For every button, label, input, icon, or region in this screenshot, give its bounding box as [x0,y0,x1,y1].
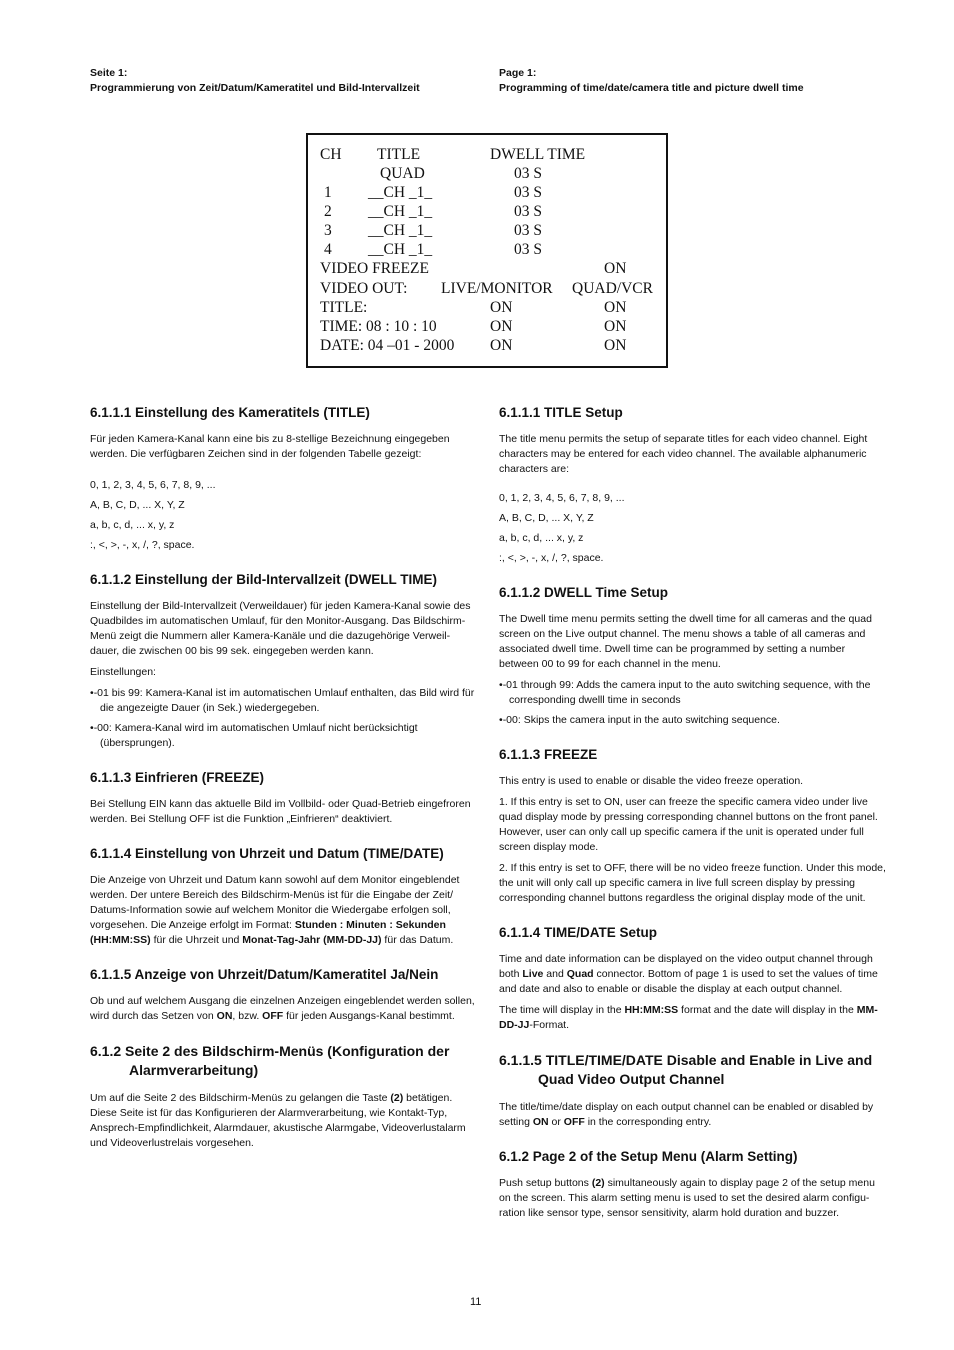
page-number: 11 [470,1296,482,1308]
character-line: A, B, C, D, ... X, Y, Z [90,499,185,511]
bold-text: HH:MM:SS [624,1004,679,1016]
character-line: a, b, c, d, ... x, y, z [499,532,584,544]
menu-row-title: __CH _1_ [368,184,433,201]
character-line: 0, 1, 2, 3, 4, 5, 6, 7, 8, 9, ... [499,492,625,504]
bold-text: ON [532,1116,549,1128]
heading: 6.1.1.2 DWELL Time Setup [499,585,669,600]
menu-row-ch: 1 [324,184,332,201]
english-column [499,404,887,1239]
text: Um auf die Seite 2 des Bildschirm-Menüs zu gelangen die Taste [90,1092,391,1104]
text: The time will display in the [499,1004,625,1016]
heading: 6.1.1.3 FREEZE [499,747,598,762]
bullet-list [90,686,478,751]
menu-title-quad: ON [604,299,627,316]
menu-row-time: 03 S [514,222,542,239]
menu-row-title: __CH _1_ [368,241,433,258]
bold-text: (2) [390,1092,404,1104]
heading: 6.1.1.2 Einstellung der Bild-Intervallzeit (DWELL TIME) [90,572,438,587]
section-en-freeze [499,746,887,906]
menu-row-ch: 4 [324,241,332,258]
list-item: • -01 through 99: Adds the camera input to the auto switching sequence, with the corresponding dwelll time in seconds [499,678,887,708]
character-line: A, B, C, D, ... X, Y, Z [499,512,594,524]
section-de-display [90,966,478,1024]
menu-header-ch: CH [320,146,342,163]
paragraph: Bei Stellung EIN kann das aktuelle Bild im Vollbild- oder Quad-Betrieb eingefroren werden. Bei Stellung OFF ist die Funktion „Einfrieren“ deaktiviert. [90,798,471,825]
menu-title-live: ON [490,299,513,316]
text: connector. Bottom of page 1 is used to set the values of time and date and also to enable or disable the display at each output channel. [499,968,878,995]
list-item: • -00: Kamera-Kanal wird im automatischen Umlauf nicht berücksichtigt (übersprungen). [90,721,478,751]
text: , bzw. [232,1010,263,1022]
paragraph [499,1176,887,1221]
menu-videoout-quad: QUAD/VCR [572,280,653,297]
text: Push setup buttons [499,1177,592,1189]
menu-title-label: TITLE: [320,299,368,316]
menu-date-quad: ON [604,337,627,354]
bold-text: Monat-Tag-Jahr (MM-DD-JJ) [242,934,382,946]
heading: 6.1.1.1 TITLE Setup [499,405,623,420]
section-de-title [90,404,478,553]
paragraph: Für jeden Kamera-Kanal kann eine bis zu 8-stellige Bezeichnung eingegeben werden. Die verfügbaren Zeichen sind in der folgenden Tabelle gezeigt: [90,433,450,460]
menu-freeze-label: VIDEO FREEZE [320,260,429,277]
paragraph: This entry is used to enable or disable the video freeze operation. [499,775,804,787]
section-de-page2 [90,1042,478,1151]
bold-text: Quad [566,968,594,980]
bold-text: OFF [262,1010,284,1022]
menu-row-time: 03 S [514,184,542,201]
text: or [548,1116,564,1128]
paragraph: The Dwell time menu permits setting the dwell time for all cameras and the quad screen on the Live output channel. The menu shows a table of all cameras and associated dwell time. Dwell time can be programmed by setting a number between 00 to 99 for each channel in the menu. [499,613,872,670]
setup-menu-box [306,133,668,368]
heading: 6.1.1.5 Anzeige von Uhrzeit/Datum/Kameratitel Ja/Nein [90,967,439,982]
bold-text: Stunden : Minuten : Sekunden (HH:MM:SS) [90,919,446,946]
character-line: 0, 1, 2, 3, 4, 5, 6, 7, 8, 9, ... [90,479,216,491]
character-list [90,478,478,553]
text: in the corresponding entry. [584,1116,712,1128]
section-de-dwell [90,571,478,751]
paragraph: 1. If this entry is set to ON, user can freeze the specific camera video under live quad display mode by pressing corresponding channel buttons on the front panel. However, user can only call up specific camera if the unit is operated under full screen display mode. [499,796,878,853]
heading: 6.1.2 Seite 2 des Bildschirm-Menüs (Konfiguration der Alarmverarbeitung) [90,1043,450,1078]
text: für die Uhrzeit und [150,934,243,946]
character-line: :, <, >, -, x, /, ?, space. [90,539,195,551]
menu-row-time: 03 S [514,203,542,220]
german-column [90,404,478,1169]
menu-time-label: TIME: 08 : 10 : 10 [320,318,437,335]
character-line: :, <, >, -, x, /, ?, space. [499,552,604,564]
menu-quad-label: QUAD [380,165,425,182]
paragraph [499,1003,887,1033]
text: Ob und auf welchem Ausgang die einzelnen Anzeigen eingeblendet werden sollen, wird durch das Setzen von [90,995,475,1022]
heading: 6.1.1.4 Einstellung von Uhrzeit und Datum (TIME/DATE) [90,846,444,861]
menu-date-live: ON [490,337,513,354]
menu-time-live: ON [490,318,513,335]
list-item: • -01 bis 99: Kamera-Kanal ist im automatischen Umlauf enthalten, das Bild wird für die angezeigte Dauer (in Sek.) wiedergegeben. [90,686,478,716]
text: format and the date will display in the [678,1004,857,1016]
text: für das Datum. [381,934,454,946]
bold-text: (2) [591,1177,605,1189]
section-en-dwell [499,584,887,728]
paragraph: Einstellungen: [90,666,156,678]
bold-text: ON [216,1010,233,1022]
menu-row-ch: 2 [324,203,332,220]
text: für jeden Ausgangs-Kanal bestimmt. [283,1010,455,1022]
paragraph [499,1100,887,1130]
bold-text: OFF [563,1116,585,1128]
heading: 6.1.1.1 Einstellung des Kameratitels (TITLE) [90,405,370,420]
header-left [90,66,420,96]
menu-header-title: TITLE [377,146,421,163]
text: -Format. [529,1019,570,1031]
header-right-line1: Page 1: [499,67,537,79]
bullet-list [499,678,887,728]
section-en-page2 [499,1148,887,1221]
header-right-line2: Programming of time/date/camera title and picture dwell time [499,82,804,94]
menu-row-title: __CH _1_ [368,222,433,239]
paragraph: The title menu permits the setup of separate titles for each video channel. Eight characters may be entered for each video channel. The available alphanumeric characters are: [499,433,868,475]
bold-text: Live [522,968,544,980]
paragraph [90,1091,478,1151]
heading: 6.1.2 Page 2 of the Setup Menu (Alarm Setting) [499,1149,798,1164]
menu-freeze-value: ON [604,260,627,277]
header-left-line1: Seite 1: [90,67,128,79]
section-en-display [499,1051,887,1130]
paragraph: 2. If this entry is set to OFF, there will be no video freeze function. Under this mode, the unit will only call up specific camera in live full screen display by pressing corresponding channel buttons regardless the original display mode of the unit. [499,862,886,904]
text: simultaneously again to display page 2 of the setup menu on the screen. This alarm setting menu is used to set the desired alarm configu-ration like sensor type, sensor sensitivity, alarm hold duration and buzzer. [499,1177,875,1219]
paragraph: Einstellung der Bild-Intervallzeit (Verweildauer) für jeden Kamera-Kanal sowie des Quadbildes im automatischen Umlauf, für den Monitor-Ausgang. Das Bildschirm-Menü zeigt die Nummern aller Kamera-Kanäle und die dazugehörige Verweil-dauer, die zwischen 00 bis 99 sek. eingegeben werden kann. [90,600,471,657]
section-de-timedate [90,845,478,948]
paragraph [90,994,478,1024]
section-de-freeze [90,769,478,827]
bold-text: MM-DD-JJ [499,1004,878,1031]
heading: 6.1.1.3 Einfrieren (FREEZE) [90,770,265,785]
menu-header-dwell: DWELL TIME [490,146,586,163]
character-line: a, b, c, d, ... x, y, z [90,519,175,531]
menu-row-time: 03 S [514,241,542,258]
text: Die Anzeige von Uhrzeit und Datum kann sowohl auf dem Monitor eingeblendet werden. Der untere Bereich des Bildschirm-Menüs ist für die Eingabe der Zeit/ Datums-Information sowie auf welchem Monitor die Wiedergabe erfolgen soll, vorgesehen. Die Anzeige erfolgt im Format: [90,874,460,931]
text: and [543,968,567,980]
section-en-title [499,404,887,566]
character-list [499,491,887,566]
menu-quad-time: 03 S [514,165,542,182]
header-right [499,66,804,96]
heading: 6.1.1.5 TITLE/TIME/DATE Disable and Enable in Live and Quad Video Output Channel [499,1052,873,1087]
menu-videoout-live: LIVE/MONITOR [441,280,553,297]
paragraph [499,952,887,997]
paragraph [90,873,478,948]
menu-date-label: DATE: 04 –01 - 2000 [320,337,455,354]
text: Time and date information can be displayed on the video output channel through both [499,953,873,980]
menu-row-title: __CH _1_ [368,203,433,220]
menu-time-quad: ON [604,318,627,335]
menu-videoout-label: VIDEO OUT: [320,280,408,297]
section-en-timedate [499,924,887,1033]
text: The title/time/date display on each output channel can be enabled or disabled by setting [499,1101,874,1128]
header-left-line2: Programmierung von Zeit/Datum/Kameratitel und Bild-Intervallzeit [90,82,420,94]
text: betätigen. Diese Seite ist für das Konfigurieren der Alarmverarbeitung, wie Kontakt-Typ, Ansprech-Empfindlichkeit, Alarmdauer, akustische Alarmgabe, Videoverlustalarm und Videoverlustrelais vorgesehen. [90,1092,466,1149]
menu-row-ch: 3 [324,222,332,239]
heading: 6.1.1.4 TIME/DATE Setup [499,925,658,940]
list-item: • -00: Skips the camera input in the auto switching sequence. [499,713,887,728]
